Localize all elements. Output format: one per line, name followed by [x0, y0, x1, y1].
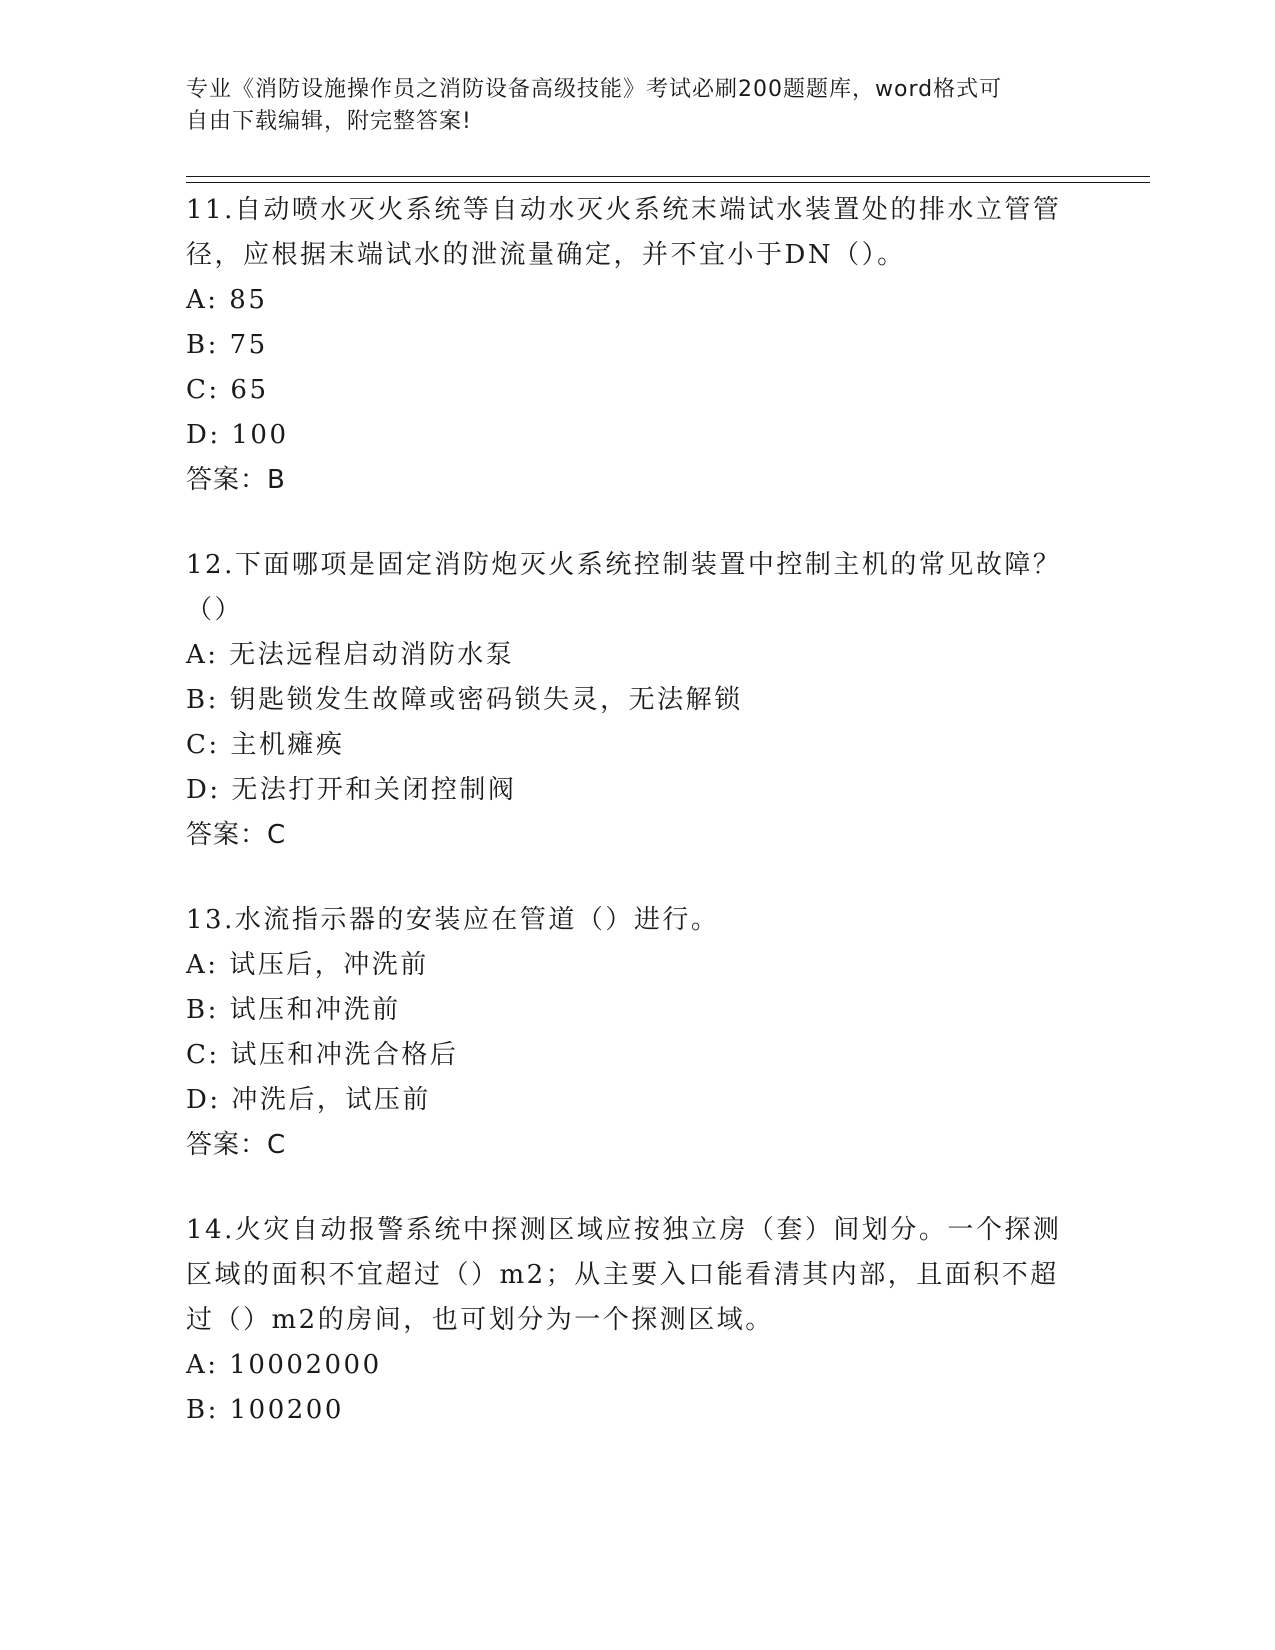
header-line-2: 自由下载编辑，附完整答案!: [186, 109, 472, 134]
option-c: C: 试压和冲洗合格后: [186, 1040, 459, 1070]
answer-line: 答案：B: [186, 465, 286, 495]
answer-line: 答案：C: [186, 1130, 287, 1160]
option-d: D: 无法打开和关闭控制阀: [186, 775, 517, 805]
question-list: [186, 188, 1086, 1473]
question-12: [186, 543, 1086, 858]
option-b: B: 100200: [186, 1395, 344, 1425]
document-header: [186, 74, 1066, 138]
option-a: A: 无法远程启动消防水泵: [186, 640, 515, 670]
question-stem-line: 14.火灾自动报警系统中探测区域应按独立房（套）间划分。一个探测: [186, 1215, 1062, 1245]
option-b: B: 75: [186, 330, 268, 360]
option-d: D: 100: [186, 420, 289, 450]
question-stem-line: 过（）m2的房间，也可划分为一个探测区域。: [186, 1305, 774, 1335]
option-a: A: 10002000: [186, 1350, 382, 1380]
header-divider-bottom: [186, 182, 1150, 183]
option-c: C: 65: [186, 375, 269, 405]
question-stem-line: 12.下面哪项是固定消防炮灭火系统控制装置中控制主机的常见故障？: [186, 550, 1062, 580]
option-b: B: 试压和冲洗前: [186, 995, 401, 1025]
question-11: [186, 188, 1086, 503]
question-stem-line: （）: [186, 595, 244, 625]
option-b: B: 钥匙锁发生故障或密码锁失灵，无法解锁: [186, 685, 743, 715]
option-c: C: 主机瘫痪: [186, 730, 345, 760]
question-13: [186, 898, 1086, 1168]
question-14: [186, 1208, 1086, 1433]
option-a: A: 试压后，冲洗前: [186, 950, 429, 980]
question-stem-line: 区域的面积不宜超过（）m2；从主要入口能看清其内部，且面积不超: [186, 1260, 1059, 1290]
answer-line: 答案：C: [186, 820, 287, 850]
question-stem-line: 13.水流指示器的安装应在管道（）进行。: [186, 905, 720, 935]
option-d: D: 冲洗后，试压前: [186, 1085, 431, 1115]
question-stem-line: 11.自动喷水灭火系统等自动水灭火系统末端试水装置处的排水立管管: [186, 195, 1062, 225]
header-divider-top: [186, 176, 1150, 177]
question-stem-line: 径，应根据末端试水的泄流量确定，并不宜小于DN（）。: [186, 240, 906, 270]
option-a: A: 85: [186, 285, 268, 315]
header-line-1: 专业《消防设施操作员之消防设备高级技能》考试必刷200题题库，word格式可: [186, 77, 1003, 102]
